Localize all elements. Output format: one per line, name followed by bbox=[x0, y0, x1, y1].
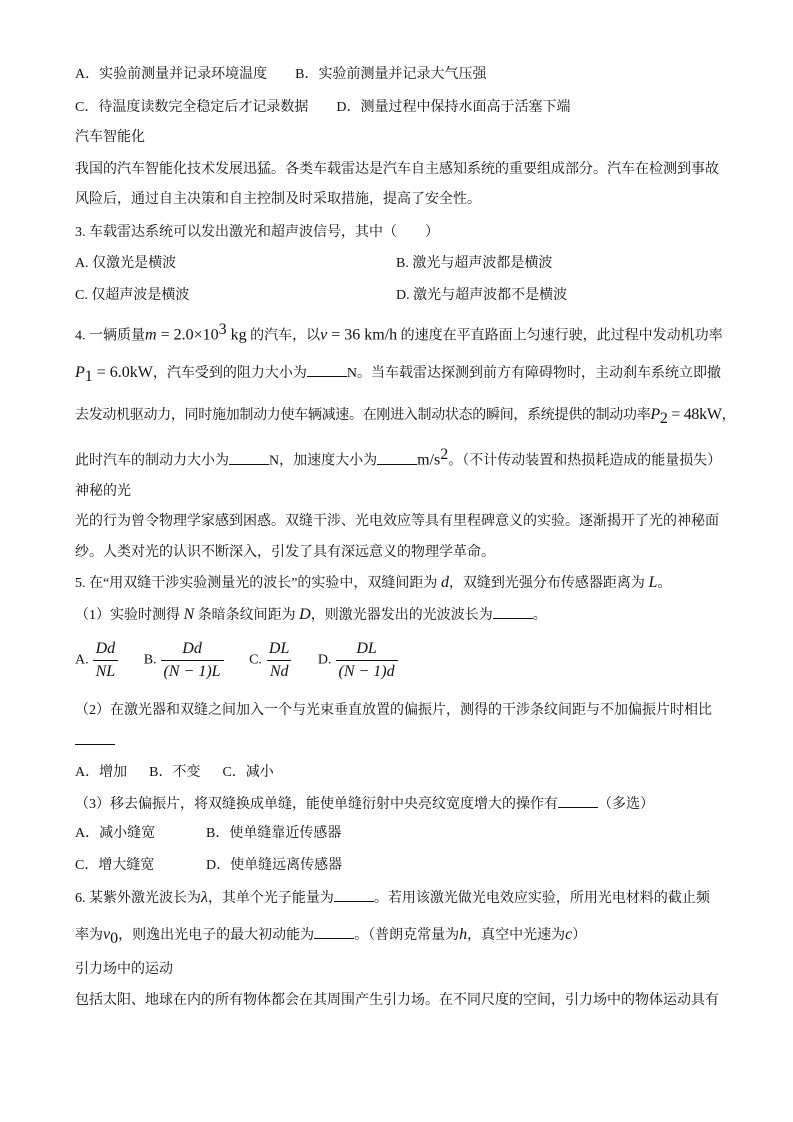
answer-blank[interactable] bbox=[558, 795, 598, 808]
fraction-option-c bbox=[249, 640, 296, 681]
math-var: L bbox=[648, 574, 658, 591]
section-intro: 包括太阳、地球在内的所有物体都会在其周围产生引力场。在不同尺度的空间，引力场中的物体运动具有 bbox=[75, 993, 719, 1008]
question-5-sub-2: （2）在激光器和双缝之间加入一个与光束垂直放置的偏振片，测得的干涉条纹间距与不加偏振片时相比 bbox=[75, 703, 712, 718]
question-4-line-2 bbox=[75, 364, 721, 386]
text: （3）移去偏振片，将双缝换成单缝，能使单缝衍射中央亮纹宽度增大的操作有 bbox=[75, 797, 558, 812]
denominator: (N − 1)L bbox=[161, 660, 224, 681]
text: ） bbox=[572, 928, 587, 943]
text: 。（不计传动装置和热损耗造成的能量损失） bbox=[448, 453, 722, 469]
option-b: B．不变 bbox=[149, 765, 201, 780]
answer-blank[interactable] bbox=[493, 606, 533, 619]
math-var: N bbox=[183, 606, 195, 623]
answer-blank[interactable] bbox=[307, 364, 347, 377]
q5-sub3-option-c: C．增大缝宽 bbox=[75, 858, 155, 873]
math-var: P bbox=[75, 364, 85, 381]
q5-sub2-options bbox=[75, 764, 274, 782]
q5-fraction-options bbox=[75, 640, 402, 681]
question-4-line-3 bbox=[75, 406, 735, 428]
answer-blank[interactable] bbox=[314, 926, 354, 939]
numerator: DL bbox=[268, 640, 290, 657]
denominator: (N − 1)d bbox=[336, 660, 398, 681]
text: ，则激光器发出的光波波长为 bbox=[310, 608, 493, 623]
math-var: v bbox=[320, 326, 328, 344]
math-exp: 3 bbox=[218, 321, 227, 338]
math-exp: 2 bbox=[440, 446, 449, 463]
text: 去发动机驱动力，同时施加制动力使车辆减速。在刚进入制动状态的瞬间，系统提供的制动功率 bbox=[75, 408, 651, 423]
math-unit: kg bbox=[226, 326, 247, 344]
text: 4. 一辆质量 bbox=[75, 328, 145, 344]
answer-blank[interactable] bbox=[377, 452, 417, 465]
label: B. bbox=[143, 652, 157, 668]
answer-blank[interactable] bbox=[75, 732, 115, 745]
label: A. bbox=[75, 652, 89, 668]
section-title: 汽车智能化 bbox=[75, 130, 145, 145]
q3-option-b: B. 激光与超声波都是横波 bbox=[396, 256, 553, 271]
section-title: 引力场中的运动 bbox=[75, 962, 173, 977]
option-d: D．测量过程中保持水面高于活塞下端 bbox=[336, 100, 571, 115]
text: ， bbox=[721, 408, 736, 423]
answer-blank[interactable] bbox=[334, 889, 374, 902]
prev-options-row-1 bbox=[75, 66, 486, 84]
denominator: Nd bbox=[267, 660, 292, 681]
text: 。 bbox=[532, 608, 547, 623]
section-title: 神秘的光 bbox=[75, 484, 131, 499]
fraction-option-d bbox=[318, 640, 402, 681]
math-val: = 48kW bbox=[667, 406, 722, 423]
option-c: C．待温度读数完全稳定后才记录数据 bbox=[75, 100, 309, 115]
text: ，其单个光子能量为 bbox=[207, 891, 334, 906]
text: 的汽车，以 bbox=[246, 328, 321, 344]
math-val: = 36 km/h bbox=[327, 326, 398, 344]
answer-blank[interactable] bbox=[229, 452, 269, 465]
text: 。（普朗克常量为 bbox=[354, 928, 460, 943]
denominator: NL bbox=[93, 660, 119, 681]
section-intro: 风险后，通过自主决策和自主控制及时采取措施，提高了安全性。 bbox=[75, 192, 481, 207]
fraction-option-a bbox=[75, 640, 122, 681]
option-a: A．增加 bbox=[75, 765, 128, 780]
text: 率为 bbox=[75, 928, 103, 943]
math-sub: 0 bbox=[110, 929, 119, 947]
text: 。若用该激光做光电效应实验，所用光电材料的截止频 bbox=[373, 891, 710, 906]
section-intro: 我国的汽车智能化技术发展迅猛。各类车载雷达是汽车自主感知系统的重要组成部分。汽车在检测到事故 bbox=[75, 162, 719, 177]
label: D. bbox=[317, 652, 332, 668]
question-3-stem: 3. 车载雷达系统可以发出激光和超声波信号，其中（ ） bbox=[75, 225, 439, 240]
option-a: A．实验前测量并记录环境温度 bbox=[75, 67, 268, 82]
prev-options-row-2 bbox=[75, 99, 570, 117]
text: 。 bbox=[657, 576, 672, 591]
math-var: d bbox=[440, 574, 449, 591]
question-4-line-4 bbox=[75, 446, 721, 471]
text: 5. 在“用双缝干涉实验测量光的波长”的实验中，双缝间距为 bbox=[75, 576, 438, 591]
question-5-sub-2-blank bbox=[75, 732, 115, 751]
math-sub: 2 bbox=[659, 409, 668, 427]
question-6-line-1 bbox=[75, 889, 710, 908]
question-5-stem bbox=[75, 574, 671, 593]
text: ，汽车受到的阻力大小为 bbox=[152, 366, 307, 381]
question-5-sub-3 bbox=[75, 795, 654, 814]
label: C. bbox=[249, 652, 262, 668]
text: ，真空中光速为 bbox=[467, 928, 566, 943]
section-intro: 光的行为曾令物理学家感到困惑。双缝干涉、光电效应等具有里程碑意义的实验。逐渐揭开了光的神秘面 bbox=[75, 514, 719, 529]
text: （多选） bbox=[598, 797, 654, 812]
question-4-line-1 bbox=[75, 321, 723, 346]
math-var: D bbox=[299, 606, 311, 623]
text: 条暗条纹间距为 bbox=[194, 608, 296, 623]
q3-option-a: A. 仅激光是横波 bbox=[75, 256, 177, 271]
q5-sub3-option-b: B．使单缝靠近传感器 bbox=[206, 826, 342, 841]
math-var: c bbox=[565, 926, 573, 943]
q3-option-c: C. 仅超声波是横波 bbox=[75, 288, 190, 303]
q5-sub3-option-a: A．减小缝宽 bbox=[75, 826, 156, 841]
math-val: = 2.0×10 bbox=[156, 326, 219, 344]
math-sub: 1 bbox=[84, 367, 93, 385]
text: N，加速度大小为 bbox=[269, 453, 378, 469]
text: 的速度在平直路面上匀速行驶，此过程中发动机功率 bbox=[397, 328, 723, 344]
numerator: Dd bbox=[182, 640, 202, 657]
math-var: h bbox=[459, 926, 468, 943]
text: 此时汽车的制动力大小为 bbox=[75, 453, 229, 469]
question-5-sub-1 bbox=[75, 606, 547, 625]
math-var: P bbox=[650, 406, 660, 423]
math-var: ν bbox=[103, 926, 111, 943]
q5-sub3-option-d: D．使单缝远离传感器 bbox=[206, 858, 343, 873]
math-var: λ bbox=[201, 889, 208, 906]
text: ，则逸出光电子的最大初动能为 bbox=[118, 928, 315, 943]
numerator: DL bbox=[356, 640, 377, 657]
math-var: m bbox=[145, 326, 157, 344]
option-b: B．实验前测量并记录大气压强 bbox=[295, 67, 487, 82]
fraction-option-b bbox=[144, 640, 228, 681]
math-val: = 6.0kW bbox=[92, 364, 153, 381]
option-c: C．减小 bbox=[222, 765, 274, 780]
numerator: Dd bbox=[95, 640, 116, 657]
question-6-line-2 bbox=[75, 926, 586, 948]
math-unit: m/s bbox=[417, 451, 441, 469]
text: ，双缝到光强分布传感器距离为 bbox=[448, 576, 645, 591]
text: （1）实验时测得 bbox=[75, 608, 180, 623]
text: 6. 某紫外激光波长为 bbox=[75, 891, 201, 906]
section-intro: 纱。人类对光的认识不断深入，引发了具有深远意义的物理学革命。 bbox=[75, 545, 495, 560]
text: N。当车载雷达探测到前方有障碍物时，主动刹车系统立即撤 bbox=[346, 366, 722, 381]
q3-option-d: D. 激光与超声波都不是横波 bbox=[396, 288, 568, 303]
